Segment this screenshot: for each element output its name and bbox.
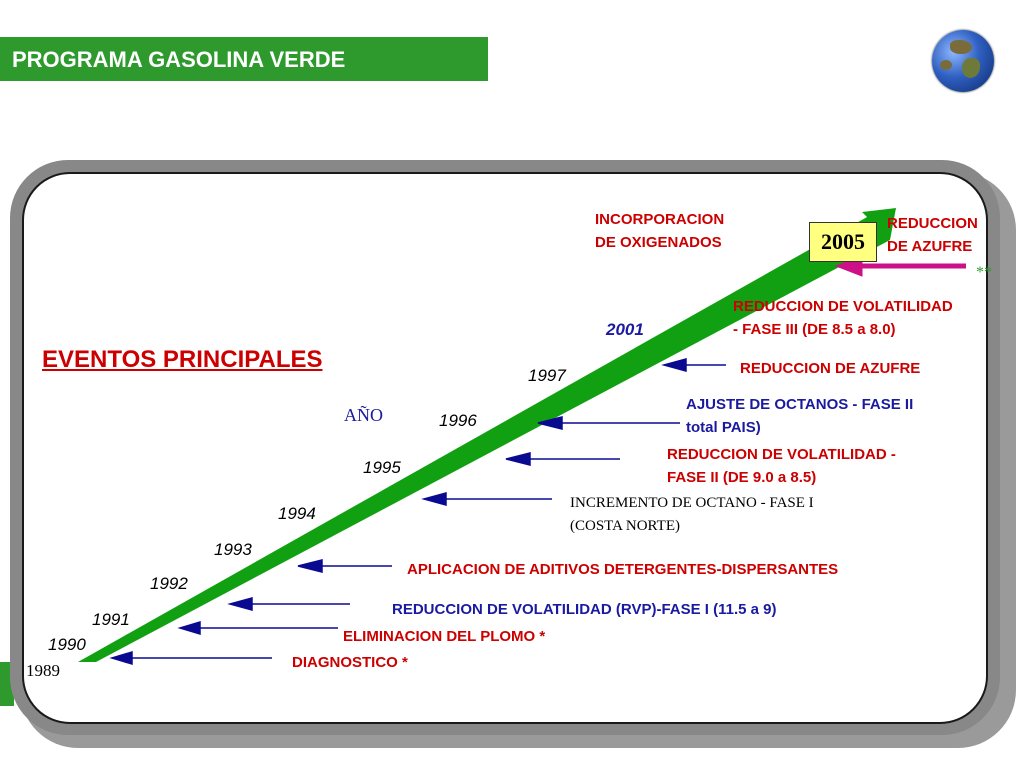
event-oxigenados-line1: INCORPORACION bbox=[595, 211, 725, 228]
year-label-1997: 1997 bbox=[528, 366, 566, 385]
event-octano1-line2: (COSTA NORTE) bbox=[570, 518, 680, 534]
year-label-1992: 1992 bbox=[150, 574, 188, 593]
year-label-1996: 1996 bbox=[439, 411, 477, 430]
year-label-2001: 2001 bbox=[606, 320, 644, 339]
event-volatilidad3-line2: - FASE III (DE 8.5 a 8.0) bbox=[733, 321, 896, 338]
arrow-aditivos-head bbox=[298, 560, 322, 572]
arrow-diagnostico-head bbox=[112, 652, 132, 664]
arrow-azufre1997-head bbox=[664, 359, 686, 371]
event-octanos2-line2: total PAIS) bbox=[686, 419, 761, 436]
event-octano1-line1: INCREMENTO DE OCTANO - FASE I bbox=[570, 495, 814, 511]
footnote-marker: ** bbox=[976, 264, 992, 281]
events-heading: EVENTOS PRINCIPALES bbox=[42, 346, 323, 373]
year-label-1994: 1994 bbox=[278, 504, 316, 523]
event-octanos2-line1: AJUSTE DE OCTANOS - FASE II bbox=[686, 396, 914, 413]
arrow-volatilidad2-head bbox=[506, 453, 530, 465]
year-label-1990: 1990 bbox=[48, 635, 86, 654]
year-label-2005: 2005 bbox=[809, 222, 877, 262]
arrow-plomo-head bbox=[180, 622, 200, 634]
event-azufre-1997: REDUCCION DE AZUFRE bbox=[740, 360, 921, 377]
event-volatilidad3-line1: REDUCCION DE VOLATILIDAD bbox=[733, 298, 953, 315]
event-oxigenados-line2: DE OXIGENADOS bbox=[595, 234, 722, 251]
event-diagnostico: DIAGNOSTICO * bbox=[292, 654, 408, 671]
year-label-1993: 1993 bbox=[214, 540, 252, 559]
arrow-octano1-head bbox=[424, 493, 446, 505]
event-volatilidad2-line1: REDUCCION DE VOLATILIDAD - bbox=[667, 446, 896, 463]
event-volatilidad1: REDUCCION DE VOLATILIDAD (RVP)-FASE I (11.5 a 9) bbox=[392, 601, 777, 618]
year-label-1995: 1995 bbox=[363, 458, 401, 477]
event-azufre-2005-line1: REDUCCION bbox=[887, 215, 978, 232]
year-label-1989: 1989 bbox=[26, 661, 60, 680]
event-azufre-2005-line2: DE AZUFRE bbox=[887, 238, 973, 255]
slide-title: PROGRAMA GASOLINA VERDE bbox=[12, 47, 346, 72]
arrow-volatilidad1-head bbox=[230, 598, 252, 610]
event-plomo: ELIMINACION DEL PLOMO * bbox=[343, 628, 546, 645]
timeline-ramp bbox=[78, 212, 890, 662]
event-aditivos: APLICACION DE ADITIVOS DETERGENTES-DISPERSANTES bbox=[407, 561, 839, 578]
event-volatilidad2-line2: FASE II (DE 9.0 a 8.5) bbox=[667, 469, 817, 486]
year-label-1991: 1991 bbox=[92, 610, 130, 629]
year-axis-label: AÑO bbox=[344, 405, 383, 425]
